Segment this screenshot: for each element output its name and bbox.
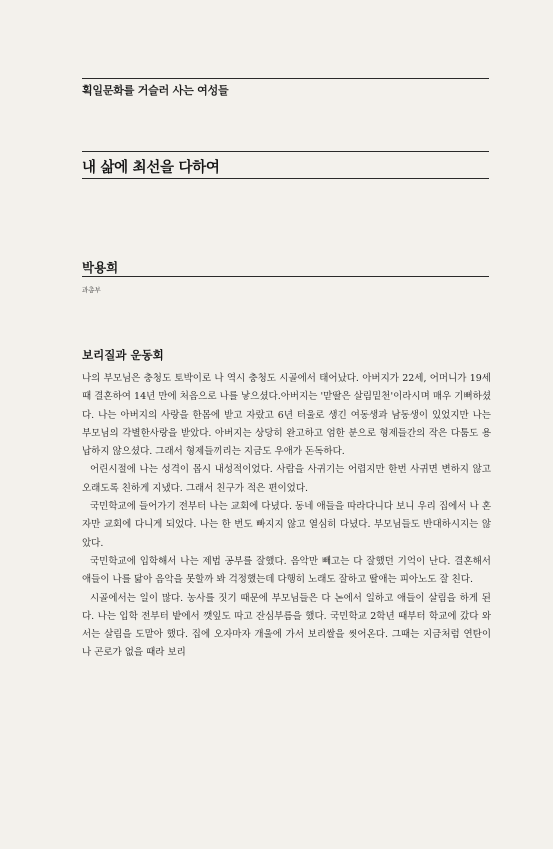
- title-bottom-rule: [82, 178, 489, 179]
- paragraph: 국민학교에 들어가기 전부터 나는 교회에 다녔다. 동네 애들을 따라다니다 보니 우리 집에서 나 혼자만 교회에 다니게 되었다. 나는 한 번도 빠지지 않고 열심히 다녔다. 부모님들도 반대하시지는 않았다.: [82, 501, 491, 549]
- series-title: 획일문화를 거슬러 사는 여성들: [82, 84, 229, 97]
- paragraph: 국민학교에 입학해서 나는 제법 공부를 잘했다. 음악만 빼고는 다 잘했던 기억이 난다. 결혼해서 애들이 나를 닮아 음악을 못할까 봐 걱정했는데 다행히 노래도 잘하고 딸애는 피아노도 잘 친다.: [82, 555, 491, 586]
- title-top-rule: [82, 151, 489, 152]
- paragraph: 시골에서는 일이 많다. 농사를 짓기 때문에 부모님들은 다 논에서 일하고 애들이 살림을 하게 된다. 나는 입학 전부터 밭에서 깻잎도 따고 잔심부름을 했다. 국민학교 2학년 때부터 학교에 갔다 와서는 살림을 도맡아 했다. 집에 오자마자 개울에 가서 보리쌀을 씻어온다. 그때는 지금처럼 연탄이나 곤로가 없을 때라 보리: [82, 592, 491, 659]
- article-body: [82, 370, 491, 663]
- paragraph: 어린시절에 나는 성격이 몹시 내성적이었다. 사람을 사귀기는 어렵지만 한번 사귀면 변하지 않고 오래도록 친하게 지냈다. 그래서 친구가 적은 편이었다.: [82, 464, 491, 494]
- paragraph: 나의 부모님은 충청도 토박이로 나 역시 충청도 시골에서 태어났다. 아버지가 22세, 어머니가 19세 때 결혼하여 14년 만에 처음으로 나를 낳으셨다.아버지는 '맏딸은 살림밑천'이라시며 매우 기뻐하셨다. 나는 아버지의 사랑을 한몸에 받고 자랐고 6년 터울로 생긴 여동생과 남동생이 있었지만 나는 부모님의 각별한사랑을 받았다. 아버지는 상당히 완고하고 엄한 분으로 형제들간의 작은 다툼도 용납하지 않으셨다. 그래서 형제들끼리는 지금도 우애가 돈독하다.: [82, 373, 491, 458]
- article-title: 내 삶에 최선을 다하여: [82, 160, 220, 176]
- section-heading: 보리질과 운동회: [82, 348, 164, 362]
- author-name: 박용희: [82, 260, 119, 275]
- author-affiliation: 과총부: [82, 286, 101, 294]
- author-rule: [82, 276, 489, 277]
- header-rule: [82, 78, 489, 79]
